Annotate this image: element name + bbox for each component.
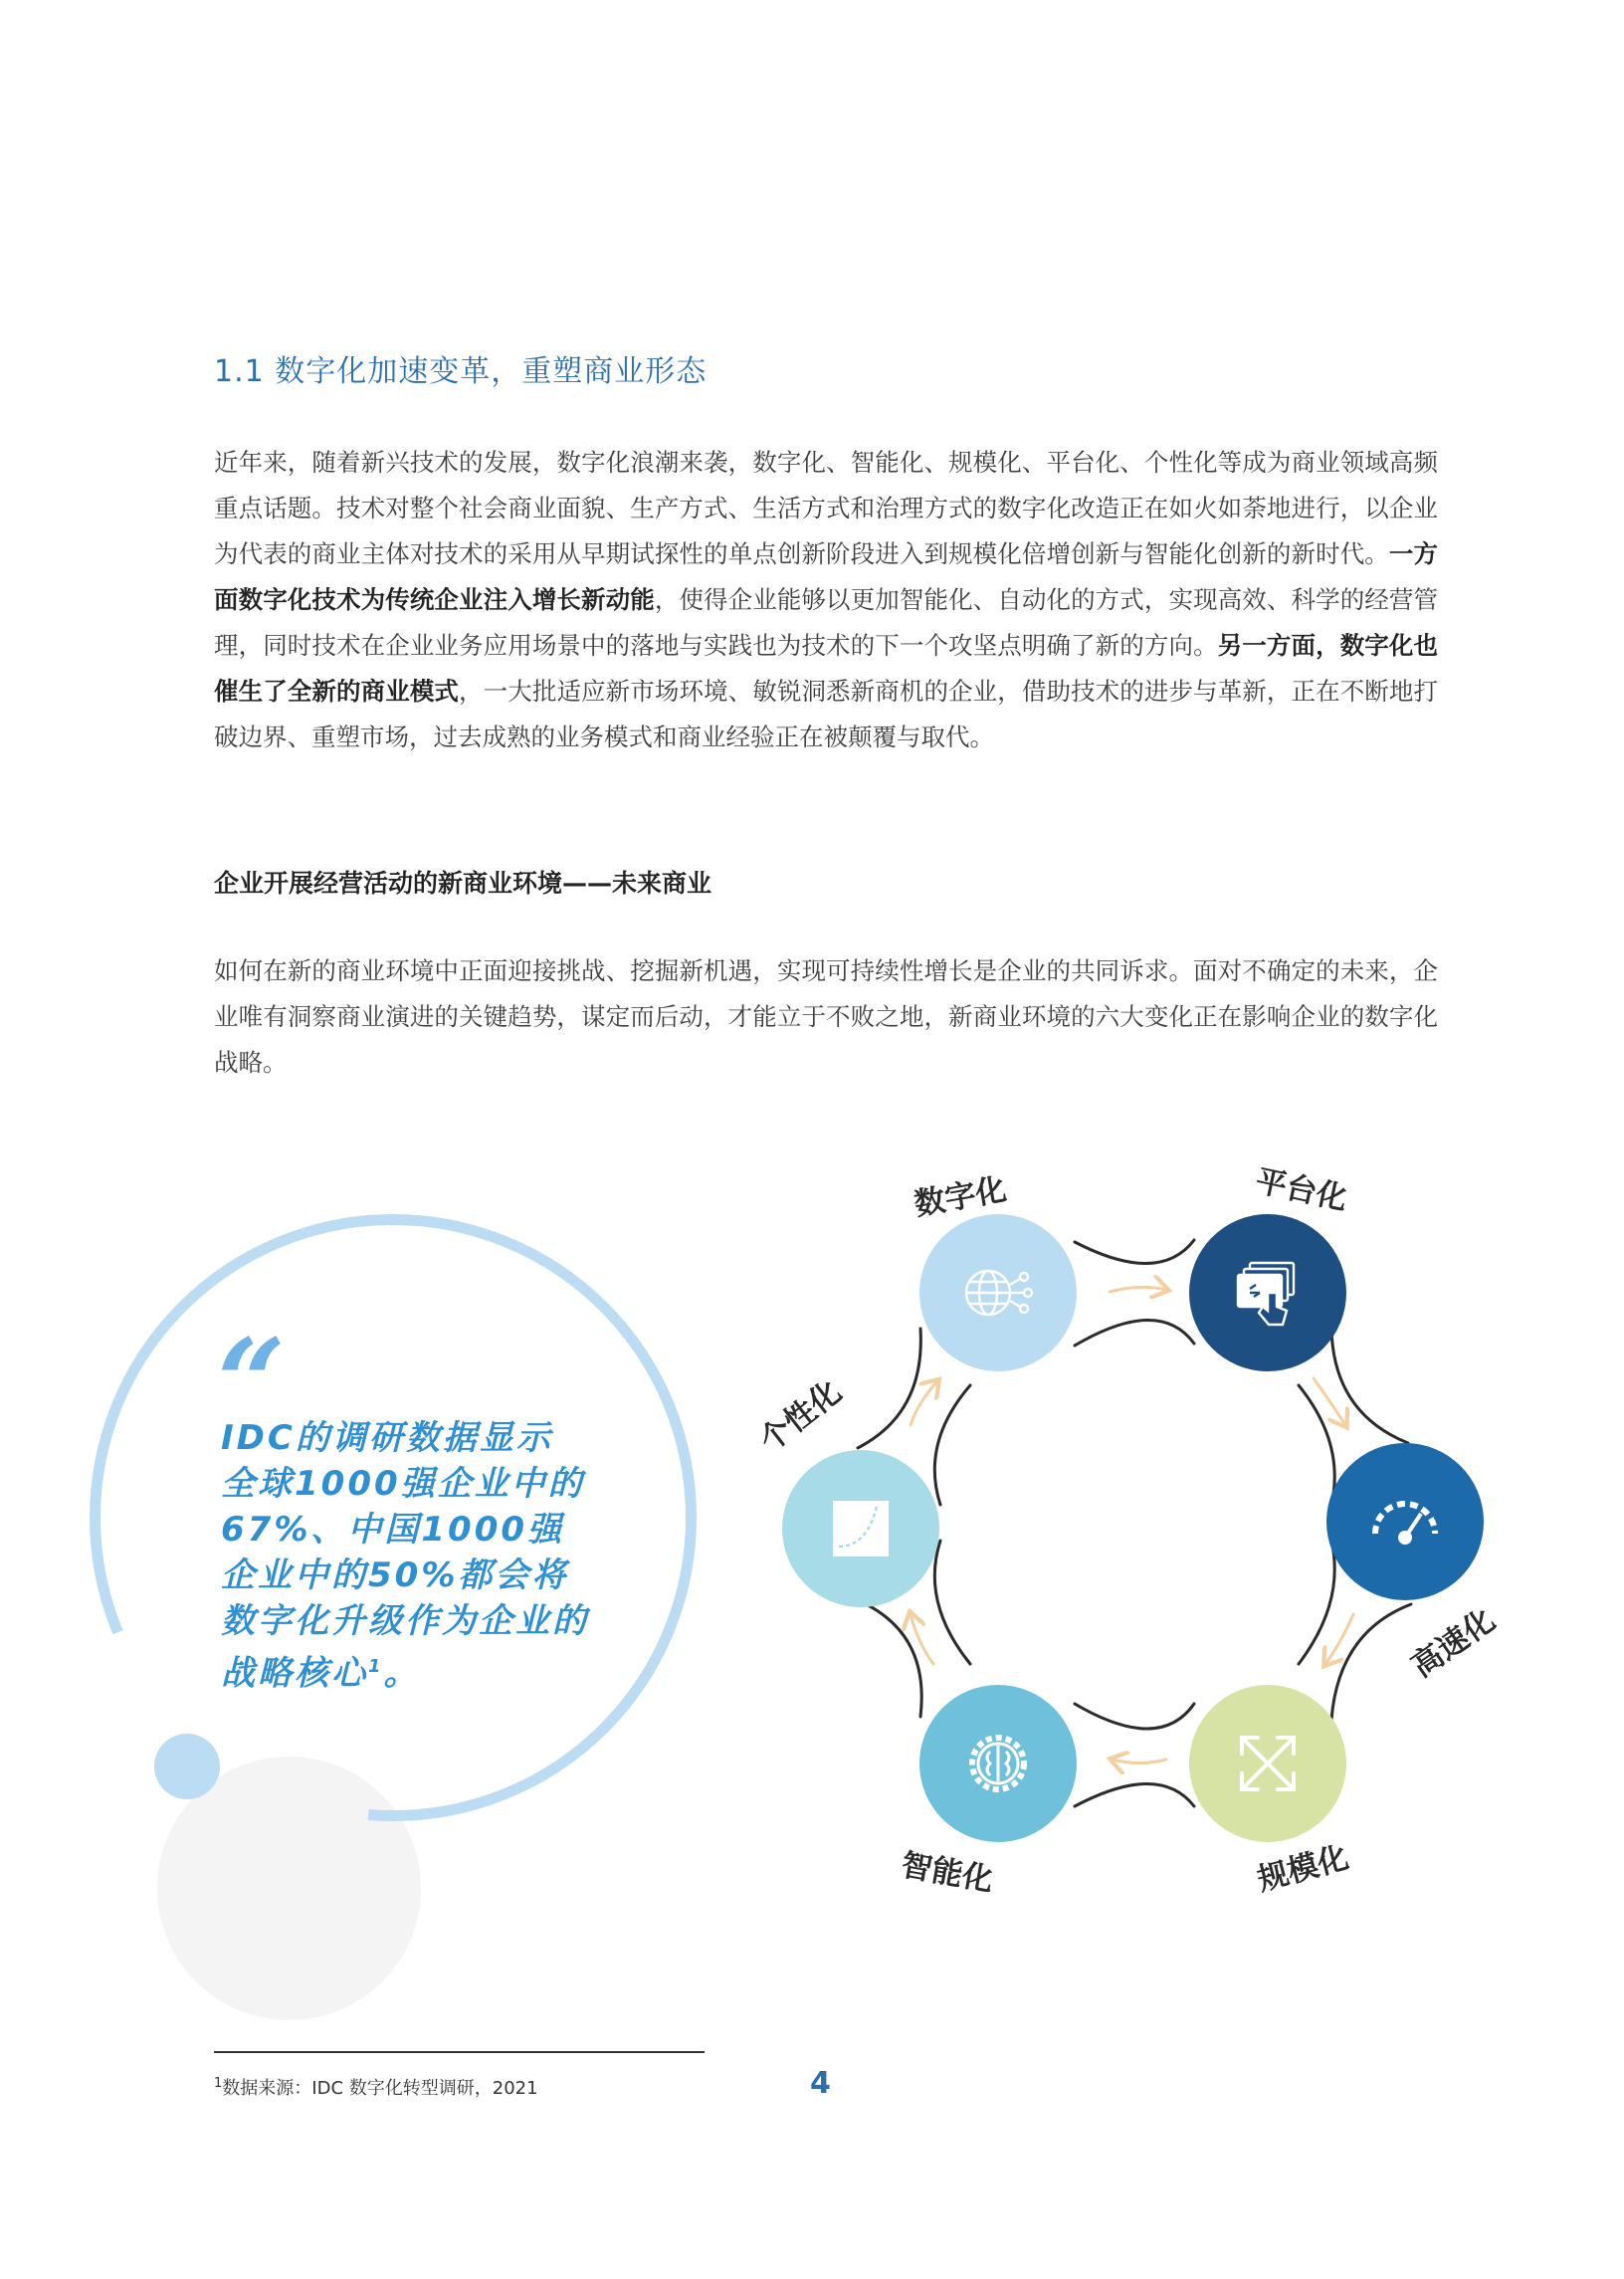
custom-curve-icon — [821, 1489, 901, 1568]
node-personalization — [782, 1450, 939, 1607]
pull-quote — [221, 1415, 589, 1696]
pull-quote-end: 。 — [383, 1653, 421, 1694]
footnote — [214, 2074, 538, 2100]
flow-arrow-1 — [1110, 1287, 1166, 1292]
flow-arrow-3 — [1325, 1614, 1353, 1664]
para1-text-2: ，使得企业能够以更加智能化、自动化的方式，实现高效、科学的经营管理，同时技术在企业业务应用场景中的落地与实践也为技术的下一个攻坚点明确了新的方向。 — [214, 585, 1439, 660]
para1-bold-2: 另一方面，数字化也催生了全新的商业模式 — [214, 631, 1439, 706]
page-number: 4 — [810, 2066, 831, 2101]
label-platformization: 平台化 — [1252, 1162, 1350, 1218]
connector-ur-outer — [1331, 1329, 1408, 1443]
pull-quote-text: IDC的调研数据显示全球1000强企业中的67%、中国1000强企业中的50%都会将数字化升级作为企业的战略核心 — [221, 1418, 589, 1694]
expand-arrows-icon — [1228, 1724, 1308, 1803]
quote-mark-icon: “ — [217, 1313, 287, 1453]
flow-arrow-6 — [911, 1381, 937, 1425]
intro-paragraph — [214, 440, 1438, 760]
para1-text-1: 近年来，随着新兴技术的发展，数字化浪潮来袭，数字化、智能化、规模化、平台化、个性化等成为商业领域高频重点话题。技术对整个社会商业面貌、生产方式、生活方式和治理方式的数字化改造正在如火如荼地进行，以企业为代表的商业主体对技术的采用从早期试探性的单点创新阶段进入到规模化倍增创新与智能化创新的新时代。 — [214, 448, 1438, 568]
flow-arrow-5 — [911, 1614, 933, 1664]
globe-network-icon — [958, 1253, 1038, 1333]
section-title: 1.1 数字化加速变革，重塑商业形态 — [214, 354, 708, 389]
label-digitalization: 数字化 — [912, 1171, 1010, 1223]
label-personalization: 个性化 — [752, 1373, 849, 1460]
touch-screen-icon — [1228, 1253, 1308, 1333]
connector-lr-outer — [1331, 1604, 1411, 1720]
label-intelligence: 智能化 — [898, 1847, 996, 1899]
para1-text-3: ，一大批适应新市场环境、敏锐洞悉新商机的企业，借助技术的进步与革新，正在不断地打破边界、重塑市场，过去成熟的业务模式和商业经验正在被颠覆与取代。 — [214, 677, 1439, 751]
pull-quote-footnote-ref: 1 — [368, 1656, 384, 1677]
connector-ll-inner — [934, 1541, 970, 1664]
connector-bottom-outer — [1075, 1784, 1194, 1807]
connector-ul-inner — [934, 1385, 970, 1505]
connector-ul-outer — [858, 1329, 920, 1448]
subheading: 企业开展经营活动的新商业环境——未来商业 — [214, 869, 712, 898]
footnote-text: 数据来源：IDC 数字化转型调研，2021 — [222, 2078, 538, 2099]
flow-arrow-4 — [1113, 1760, 1166, 1763]
node-platformization — [1189, 1214, 1346, 1371]
footnote-divider — [214, 2051, 705, 2053]
connector-lr-inner — [1299, 1541, 1334, 1664]
decorative-blue-dot — [154, 1734, 220, 1799]
connector-bottom-inner — [1075, 1704, 1194, 1729]
footnote-ref: 1 — [214, 2076, 223, 2091]
node-digitalization — [919, 1214, 1077, 1371]
node-intelligence — [919, 1685, 1077, 1842]
node-scale — [1189, 1685, 1346, 1842]
label-scale: 规模化 — [1253, 1839, 1352, 1899]
speedometer-icon — [1365, 1482, 1445, 1561]
flow-arrow-2 — [1314, 1378, 1345, 1425]
node-high-speed — [1326, 1443, 1484, 1600]
connector-top-outer — [1075, 1240, 1194, 1264]
brain-gear-icon — [958, 1724, 1038, 1803]
body-paragraph: 如何在新的商业环境中正面迎接挑战、挖掘新机遇，实现可持续性增长是企业的共同诉求。面对不确定的未来，企业唯有洞察商业演进的关键趋势，谋定而后动，才能立于不败之地，新商业环境的六大变化正在影响企业的数字化战略。 — [214, 956, 1438, 1077]
connector-ur-inner — [1299, 1385, 1334, 1505]
label-high-speed: 高速化 — [1405, 1601, 1502, 1685]
para1-bold-1: 一方面数字化技术为传统企业注入增长新动能 — [214, 539, 1439, 614]
connector-ll-outer — [858, 1600, 921, 1717]
connector-top-inner — [1075, 1320, 1194, 1346]
